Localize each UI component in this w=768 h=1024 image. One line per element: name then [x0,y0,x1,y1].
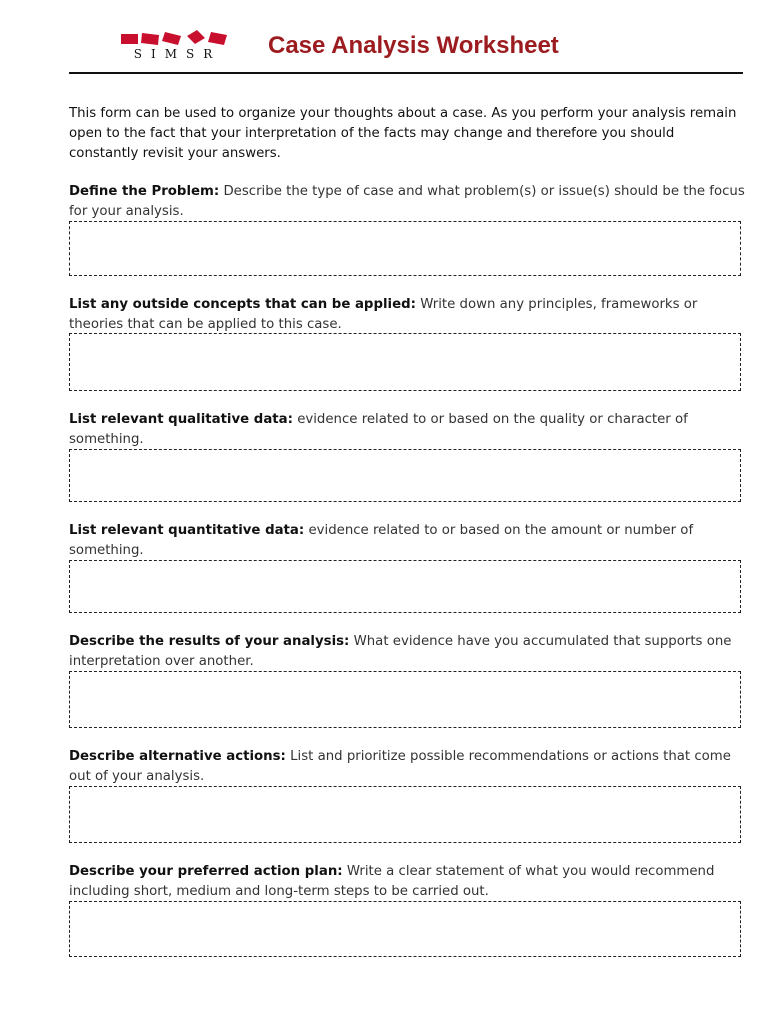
answer-box-define-problem[interactable] [69,221,741,276]
answer-box-alternative-actions[interactable] [69,786,741,843]
section-prompt [69,747,745,787]
section-description: List and prioritize possible recommendations or actions that come out of your analysis. [69,749,731,784]
section-prompt [69,410,745,450]
section-alternative-actions [69,747,745,787]
section-analysis-results [69,632,745,672]
section-prompt [69,632,745,672]
section-outside-concepts [69,295,745,335]
section-prompt [69,521,745,561]
section-prompt [69,182,745,222]
section-label: List relevant qualitative data: [69,412,293,427]
answer-box-outside-concepts[interactable] [69,333,741,391]
document-title: Case Analysis Worksheet [268,32,559,59]
section-description: Write a clear statement of what you would recommend including short, medium and long-term steps to be carried out. [69,864,715,899]
section-description: Write down any principles, frameworks or theories that can be applied to this case. [69,297,698,332]
header-divider [69,72,743,74]
section-label: List relevant quantitative data: [69,523,305,538]
section-qualitative-data [69,410,745,450]
section-quantitative-data [69,521,745,561]
section-label: Describe alternative actions: [69,749,286,764]
logo-red-blocks-icon [119,30,231,48]
document-header [0,0,768,75]
section-label: List any outside concepts that can be applied: [69,297,416,312]
section-define-problem [69,182,745,222]
section-label: Define the Problem: [69,184,220,199]
section-label: Describe the results of your analysis: [69,634,350,649]
section-prompt [69,862,745,902]
answer-box-qualitative-data[interactable] [69,449,741,502]
section-prompt [69,295,745,335]
section-description: Describe the type of case and what problem(s) or issue(s) should be the focus for your analysis. [69,184,745,219]
section-description: evidence related to or based on the quality or character of something. [69,412,688,447]
intro-paragraph: This form can be used to organize your thoughts about a case. As you perform your analysis remain open to the fact that your interpretation of the facts may change and therefore you should constantly revisit your answers. [69,106,737,161]
section-description: What evidence have you accumulated that supports one interpretation over another. [69,634,732,669]
section-preferred-action-plan [69,862,745,902]
answer-box-preferred-action-plan[interactable] [69,901,741,957]
section-description: evidence related to or based on the amount or number of something. [69,523,694,558]
answer-box-analysis-results[interactable] [69,671,741,728]
simsr-logo [119,30,231,64]
section-label: Describe your preferred action plan: [69,864,343,879]
logo-text: SIMSR [133,47,222,61]
answer-box-quantitative-data[interactable] [69,560,741,613]
